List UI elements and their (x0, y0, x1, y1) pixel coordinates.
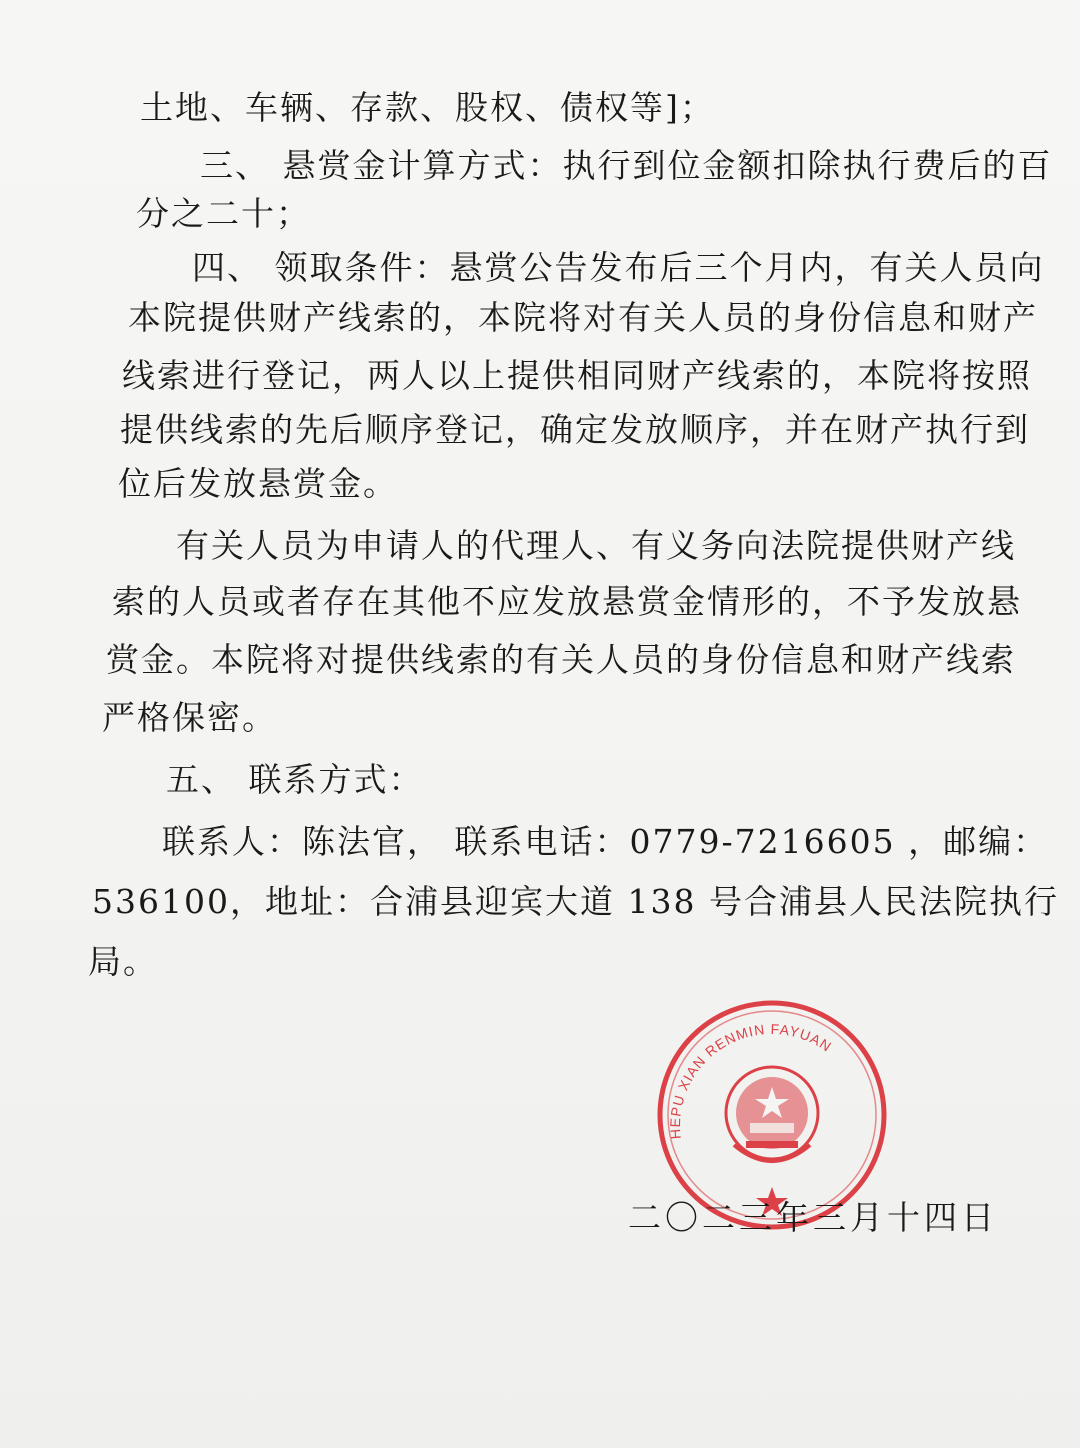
text-line: 本院提供财产线索的，本院将对有关人员的身份信息和财产 (128, 298, 1038, 337)
text-line: 局。 (88, 942, 158, 981)
text-line: 线索进行登记，两人以上提供相同财产线索的，本院将按照 (122, 356, 1032, 395)
paragraph-start: 有关人员为申请人的代理人、有义务向法院提供财产线 (176, 526, 1016, 565)
national-emblem-icon (726, 1067, 818, 1161)
text-line: 土地、车辆、存款、股权、债权等]； (140, 88, 715, 127)
section-five-heading: 五、 联系方式： (166, 760, 424, 799)
document-date: 二〇二三年三月十四日 (628, 1198, 998, 1237)
address-line: 536100，地址：合浦县迎宾大道 138 号合浦县人民法院执行 (92, 882, 1059, 921)
section-four-heading: 四、 领取条件：悬赏公告发布后三个月内，有关人员向 (192, 248, 1045, 287)
text-line: 提供线索的先后顺序登记，确定发放顺序，并在财产执行到 (120, 410, 1030, 449)
text-line: 分之二十； (136, 194, 311, 233)
contact-line: 联系人：陈法官， 联系电话：0779-7216605 ，邮编： (162, 822, 1049, 861)
section-three-heading: 三、 悬赏金计算方式：执行到位金额扣除执行费后的百 (200, 146, 1053, 185)
text-line: 严格保密。 (102, 698, 277, 737)
text-line: 赏金。本院将对提供线索的有关人员的身份信息和财产线索 (106, 640, 1016, 679)
text-line: 索的人员或者存在其他不应发放悬赏金情形的，不予发放悬 (112, 582, 1022, 621)
text-line: 位后发放悬赏金。 (118, 464, 398, 503)
seal-latin-text: HEPU XIAN RENMIN FAYUAN (666, 1020, 835, 1140)
